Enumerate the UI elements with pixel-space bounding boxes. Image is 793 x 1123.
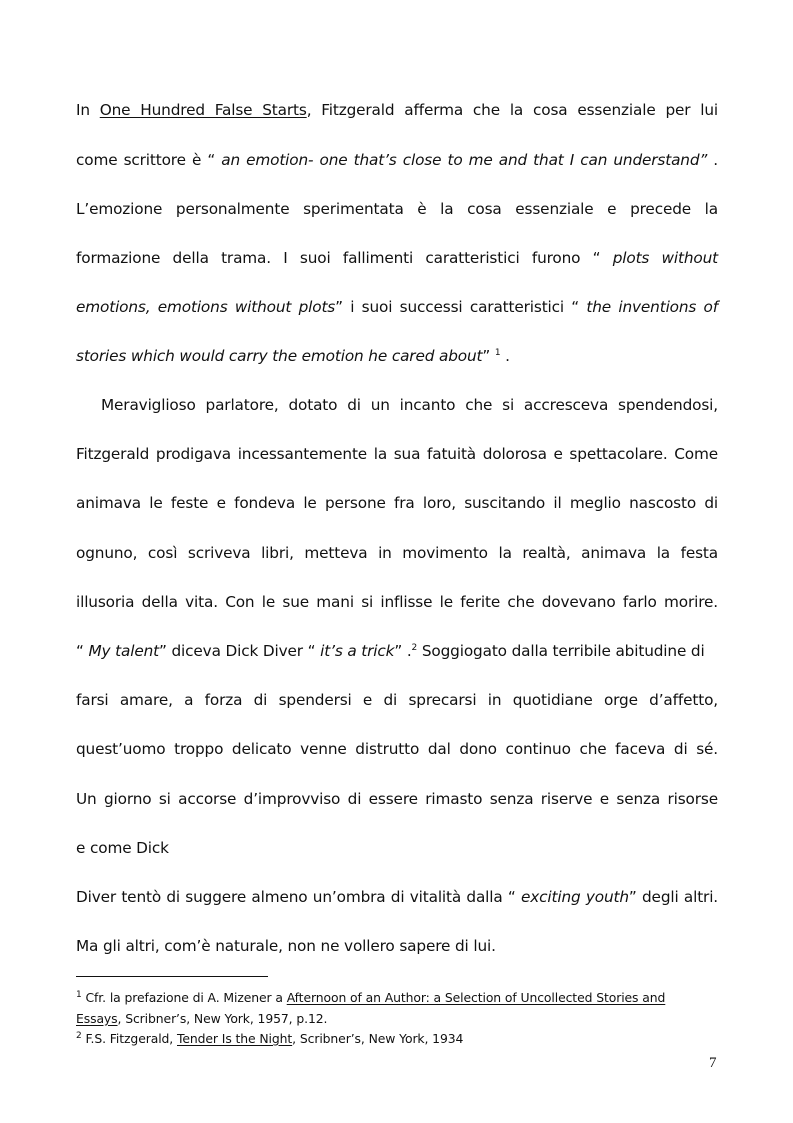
- footnote-ref: 2: [411, 642, 418, 653]
- quotation: stories which would carry the emotion he cared about: [76, 347, 483, 365]
- text-run: ” i suoi successi caratteristici “: [335, 298, 587, 316]
- quotation: an emotion- one that’s close to me and that I can understand”: [221, 151, 708, 169]
- body-line: e come Dick: [76, 839, 169, 857]
- body-line: [76, 297, 718, 317]
- text-run: ” degli altri.: [628, 888, 719, 906]
- text-run: come scrittore è “: [76, 151, 222, 169]
- body-line: Fitzgerald prodigava incessantemente la sua fatuità dolorosa e spettacolare. Come: [76, 445, 718, 463]
- text-run: .: [707, 151, 719, 169]
- quotation: emotions, emotions without plots: [76, 298, 336, 316]
- body-line: farsi amare, a forza di spendersi e di sprecarsi in quotidiane orge d’affetto,: [76, 691, 718, 709]
- text-run: “: [76, 642, 89, 660]
- quotation: exciting youth: [520, 888, 629, 906]
- book-title: One Hundred False Starts: [99, 101, 307, 119]
- body-line: Un giorno si accorse d’improvviso di essere rimasto senza riserve e senza risorse: [76, 790, 718, 808]
- text-run: ” .: [394, 642, 412, 660]
- quotation: it’s a trick: [320, 642, 395, 660]
- text-run: , Scribner’s, New York, 1934: [292, 1031, 464, 1046]
- body-line: [76, 641, 706, 661]
- text-run: , Fitzgerald afferma che la cosa essenziale per lui: [306, 101, 718, 119]
- body-line: Ma gli altri, com’è naturale, non ne vollero sapere di lui.: [76, 937, 496, 955]
- text-run: , Scribner’s, New York, 1957, p.12.: [117, 1011, 328, 1026]
- footnote-mark: 1: [76, 989, 82, 1000]
- body-line: L’emozione personalmente sperimentata è la cosa essenziale e precede la: [76, 200, 718, 218]
- footnote-1: [76, 988, 716, 1008]
- book-title: Essays: [76, 1011, 118, 1026]
- page-number: 7: [709, 1055, 717, 1071]
- book-title: Afternoon of an Author: a Selection of Uncollected Stories and: [286, 990, 666, 1005]
- footnote-2: [76, 1029, 716, 1049]
- footnote-ref: 1: [494, 347, 501, 358]
- body-line: [76, 100, 718, 120]
- text-run: F.S. Fitzgerald,: [81, 1031, 177, 1046]
- footnote-separator: [76, 976, 268, 977]
- book-title: Tender Is the Night: [177, 1031, 293, 1046]
- text-run: .: [500, 347, 510, 365]
- body-line: animava le feste e fondeva le persone fra loro, suscitando il meglio nascosto di: [76, 494, 718, 512]
- quotation: My talent: [88, 642, 159, 660]
- body-line: illusoria della vita. Con le sue mani si inflisse le ferite che dovevano farlo morire.: [76, 593, 718, 611]
- text-run: ”: [482, 347, 495, 365]
- body-line: Meraviglioso parlatore, dotato di un incanto che si accresceva spendendosi,: [101, 396, 718, 414]
- text-run: formazione della trama. I suoi fallimenti caratteristici furono “: [76, 249, 613, 267]
- footnote-1-continued: [76, 1009, 716, 1029]
- body-line: [76, 150, 718, 170]
- text-run: Soggiogato dalla terribile abitudine di: [417, 642, 705, 660]
- quotation: plots without: [612, 249, 718, 267]
- body-line: [76, 248, 718, 268]
- body-line: ognuno, così scriveva libri, metteva in movimento la realtà, animava la festa: [76, 544, 718, 562]
- text-run: Diver tentò di suggere almeno un’ombra di vitalità dalla “: [76, 888, 521, 906]
- text-run: ” diceva Dick Diver “: [159, 642, 321, 660]
- footnote-mark: 2: [76, 1030, 82, 1041]
- body-line: [76, 887, 718, 907]
- text-run: In: [76, 101, 100, 119]
- text-run: Cfr. la prefazione di A. Mizener a: [81, 990, 287, 1005]
- quotation: the inventions of: [586, 298, 719, 316]
- body-line: quest’uomo troppo delicato venne distrutto dal dono continuo che faceva di sé.: [76, 740, 718, 758]
- body-line: [76, 346, 718, 366]
